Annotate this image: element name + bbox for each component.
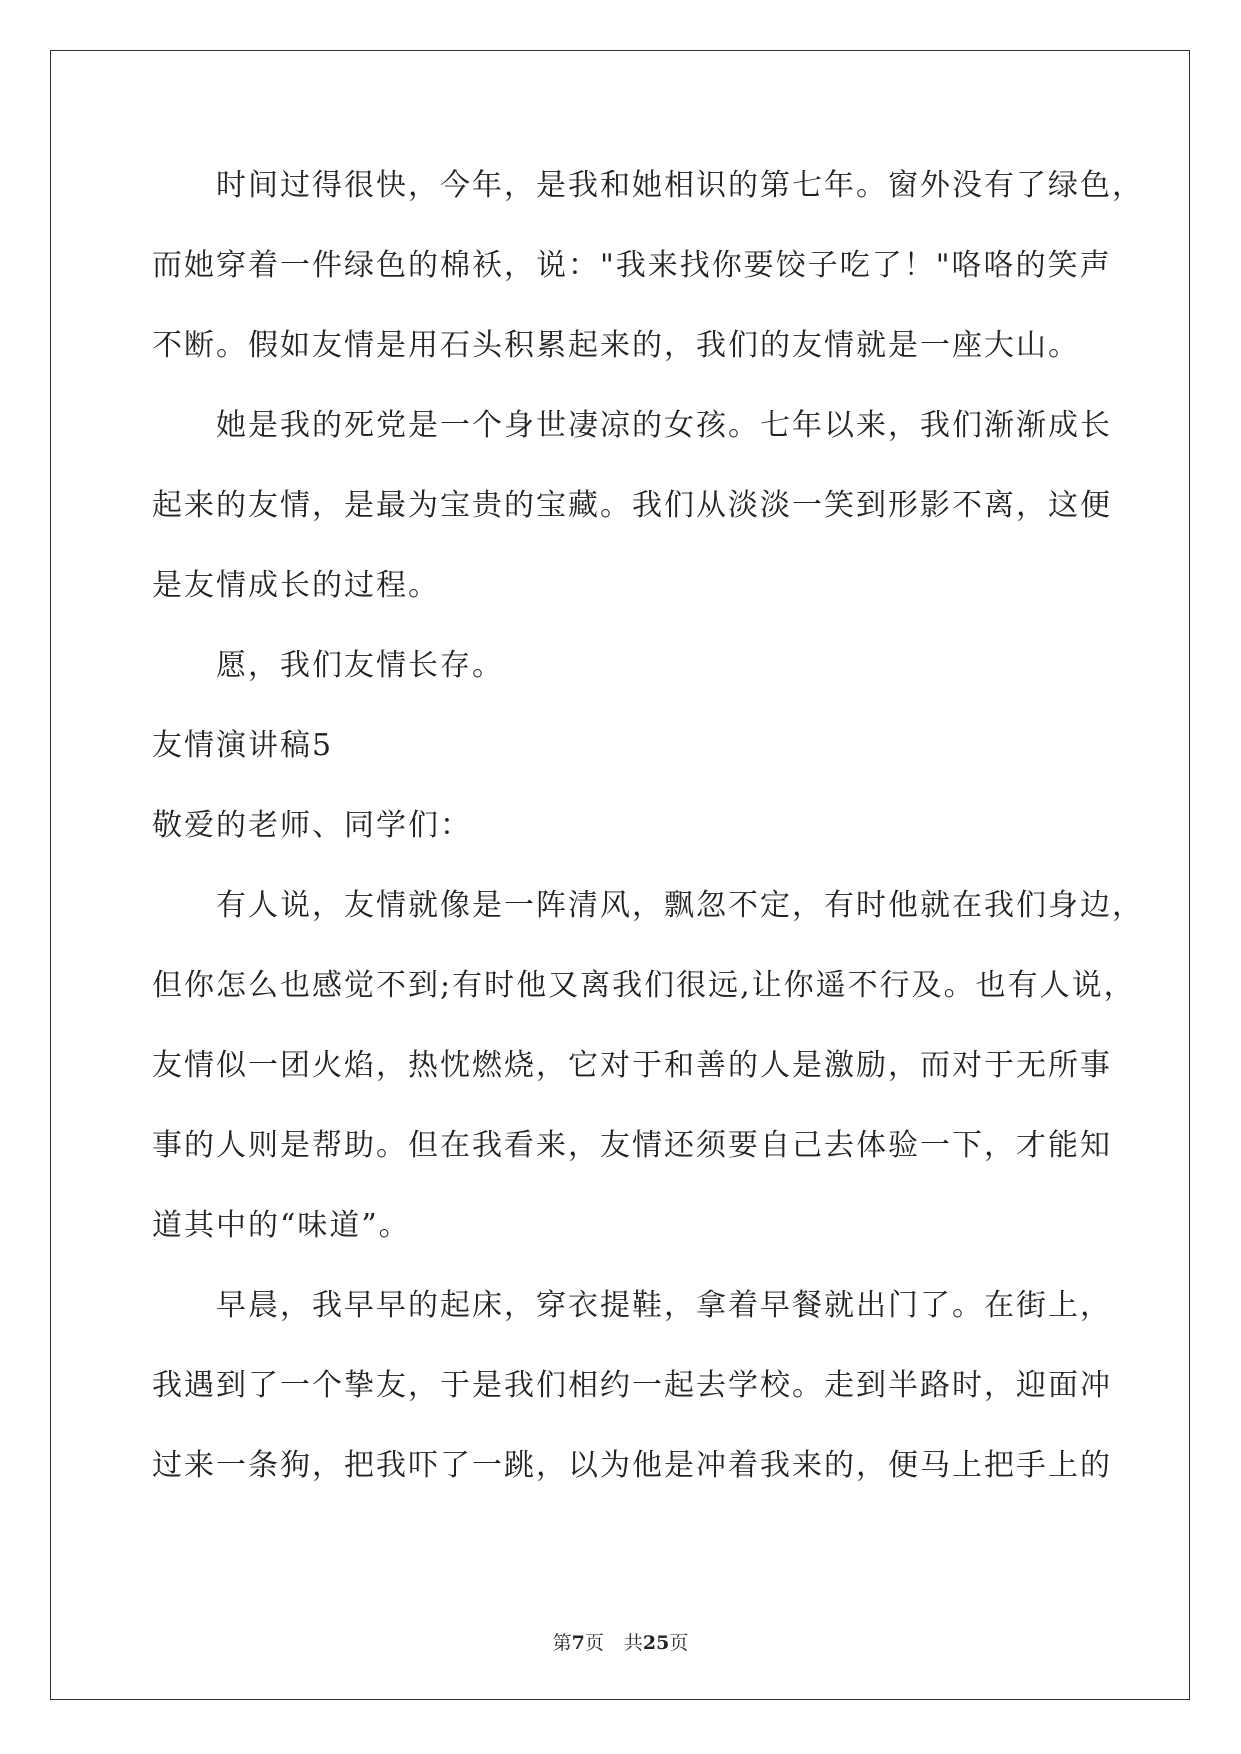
paragraph-line: 过来一条狗，把我吓了一跳，以为他是冲着我来的，便马上把手上的 [152, 1448, 1112, 1483]
paragraph-line: 时间过得很快，今年，是我和她相识的第七年。窗外没有了绿色， [216, 168, 1144, 203]
paragraph-line: 友情似一团火焰，热忱燃烧，它对于和善的人是激励，而对于无所事 [152, 1048, 1112, 1083]
paragraph-line: 愿，我们友情长存。 [216, 648, 504, 683]
paragraph-line: 事的人则是帮助。但在我看来，友情还须要自己去体验一下，才能知 [152, 1128, 1112, 1163]
paragraph-line: 早晨，我早早的起床，穿衣提鞋，拿着早餐就出门了。在街上， [216, 1288, 1112, 1323]
paragraph-line: 她是我的死党是一个身世凄凉的女孩。七年以来，我们渐渐成长 [216, 408, 1112, 443]
page-prefix: 第 [552, 1632, 572, 1654]
salutation: 敬爱的老师、同学们： [152, 808, 472, 843]
page-footer [0, 1628, 1241, 1655]
total-suffix: 页 [669, 1632, 689, 1654]
page-suffix: 页 [584, 1632, 604, 1654]
document-body [152, 160, 1144, 1520]
paragraph-line: 我遇到了一个挚友，于是我们相约一起去学校。走到半路时，迎面冲 [152, 1368, 1112, 1403]
section-heading: 友情演讲稿5 [152, 728, 334, 763]
paragraph-line: 是友情成长的过程。 [152, 568, 440, 603]
page-number: 7 [571, 1632, 585, 1654]
paragraph-line: 而她穿着一件绿色的棉袄，说："我来找你要饺子吃了！"咯咯的笑声 [152, 248, 1112, 283]
paragraph-line: 不断。假如友情是用石头积累起来的，我们的友情就是一座大山。 [152, 328, 1080, 363]
paragraph-line: 道其中的“味道”。 [152, 1208, 411, 1243]
paragraph-line: 有人说，友情就像是一阵清风，飘忽不定，有时他就在我们身边， [216, 888, 1144, 923]
total-prefix: 共 [623, 1632, 643, 1654]
paragraph-line: 起来的友情，是最为宝贵的宝藏。我们从淡淡一笑到形影不离，这便 [152, 488, 1112, 523]
paragraph-line: 但你怎么也感觉不到;有时他又离我们很远,让你遥不行及。也有人说， [152, 968, 1136, 1003]
total-pages: 25 [642, 1632, 670, 1654]
